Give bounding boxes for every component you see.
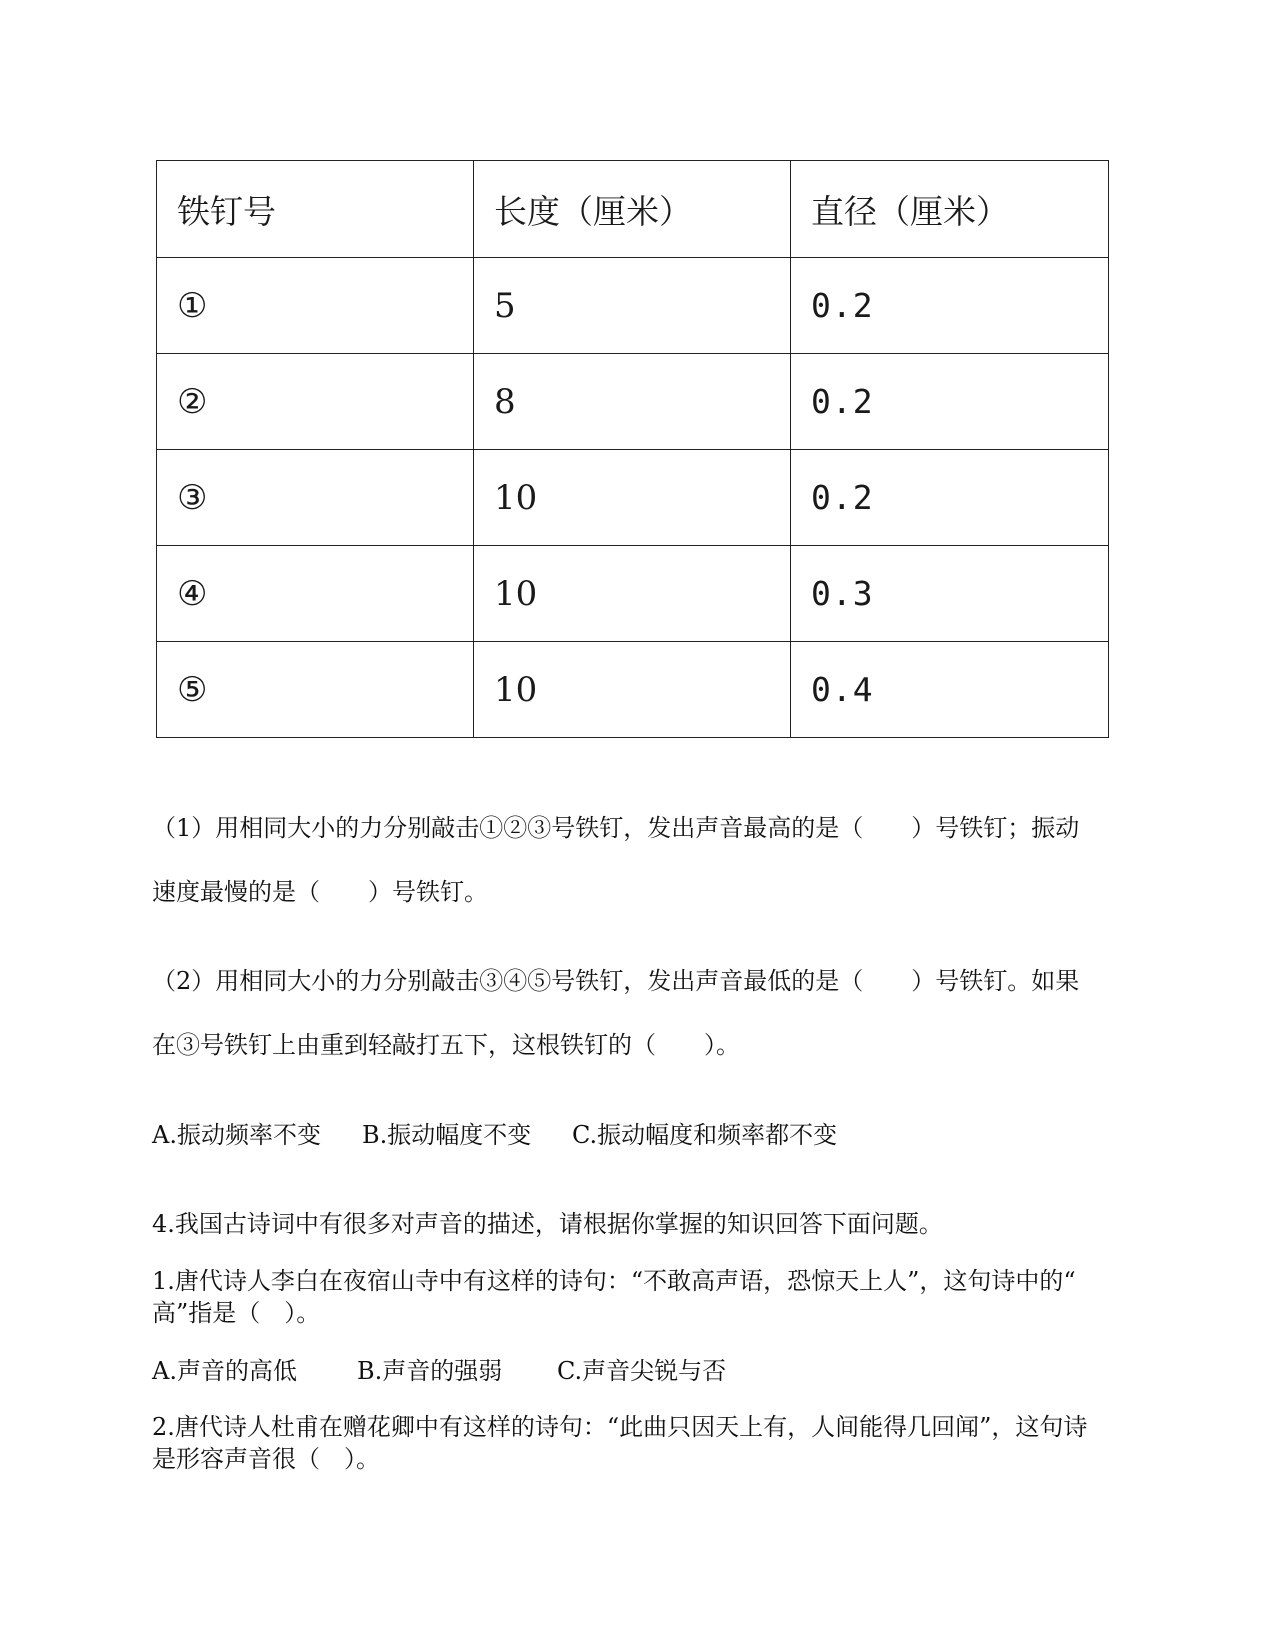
length-cell: 5: [474, 258, 791, 354]
diameter-cell: 0.4: [791, 642, 1109, 738]
question-4-title: 4.我国古诗词中有很多对声音的描述，请根据你掌握的知识回答下面问题。: [152, 1210, 943, 1238]
length-cell: 10: [474, 450, 791, 546]
table-row: [157, 354, 1109, 450]
nail-number-cell: ①: [157, 258, 474, 354]
question-1-line-2: 速度最慢的是（ ）号铁钉。: [152, 878, 488, 906]
option-b: B.振动幅度不变: [362, 1121, 532, 1149]
diameter-cell: 0.2: [791, 450, 1109, 546]
option-b: B.声音的强弱: [357, 1357, 503, 1385]
diameter-cell: 0.2: [791, 258, 1109, 354]
header-nail-number: 铁钉号: [157, 161, 474, 258]
table-row: [157, 258, 1109, 354]
option-a: A.声音的高低: [152, 1357, 297, 1385]
length-cell: 10: [474, 546, 791, 642]
question-4-1-line-2: 高”指是（ ）。: [152, 1299, 321, 1327]
table-header-row: [157, 161, 1109, 258]
option-c: C.声音尖锐与否: [557, 1357, 727, 1385]
question-4-2-line-1: 2.唐代诗人杜甫在赠花卿中有这样的诗句：“此曲只因天上有，人间能得几回闻”，这句诗: [152, 1413, 1088, 1441]
question-2-line-2: 在③号铁钉上由重到轻敲打五下，这根铁钉的（ ）。: [152, 1031, 740, 1059]
question-1-line-1: （1）用相同大小的力分别敲击①②③号铁钉，发出声音最高的是（ ）号铁钉；振动: [152, 814, 1080, 842]
header-length: 长度（厘米）: [474, 161, 791, 258]
option-c: C.振动幅度和频率都不变: [572, 1121, 838, 1149]
nail-number-cell: ②: [157, 354, 474, 450]
diameter-cell: 0.2: [791, 354, 1109, 450]
table-row: [157, 642, 1109, 738]
question-2-line-1: （2）用相同大小的力分别敲击③④⑤号铁钉，发出声音最低的是（ ）号铁钉。如果: [152, 967, 1080, 995]
question-4-2-line-2: 是形容声音很（ ）。: [152, 1445, 380, 1473]
question-2-options: [152, 1119, 1122, 1151]
nail-data-table: [156, 160, 1109, 738]
option-a: A.振动频率不变: [152, 1121, 321, 1149]
question-4-1-line-1: 1.唐代诗人李白在夜宿山寺中有这样的诗句：“不敢高声语，恐惊天上人”，这句诗中的“: [152, 1267, 1076, 1295]
length-cell: 8: [474, 354, 791, 450]
table-row: [157, 546, 1109, 642]
header-diameter: 直径（厘米）: [791, 161, 1109, 258]
nail-number-cell: ④: [157, 546, 474, 642]
nail-number-cell: ③: [157, 450, 474, 546]
table-row: [157, 450, 1109, 546]
diameter-cell: 0.3: [791, 546, 1109, 642]
nail-number-cell: ⑤: [157, 642, 474, 738]
question-4-1-options: [152, 1355, 1122, 1387]
length-cell: 10: [474, 642, 791, 738]
